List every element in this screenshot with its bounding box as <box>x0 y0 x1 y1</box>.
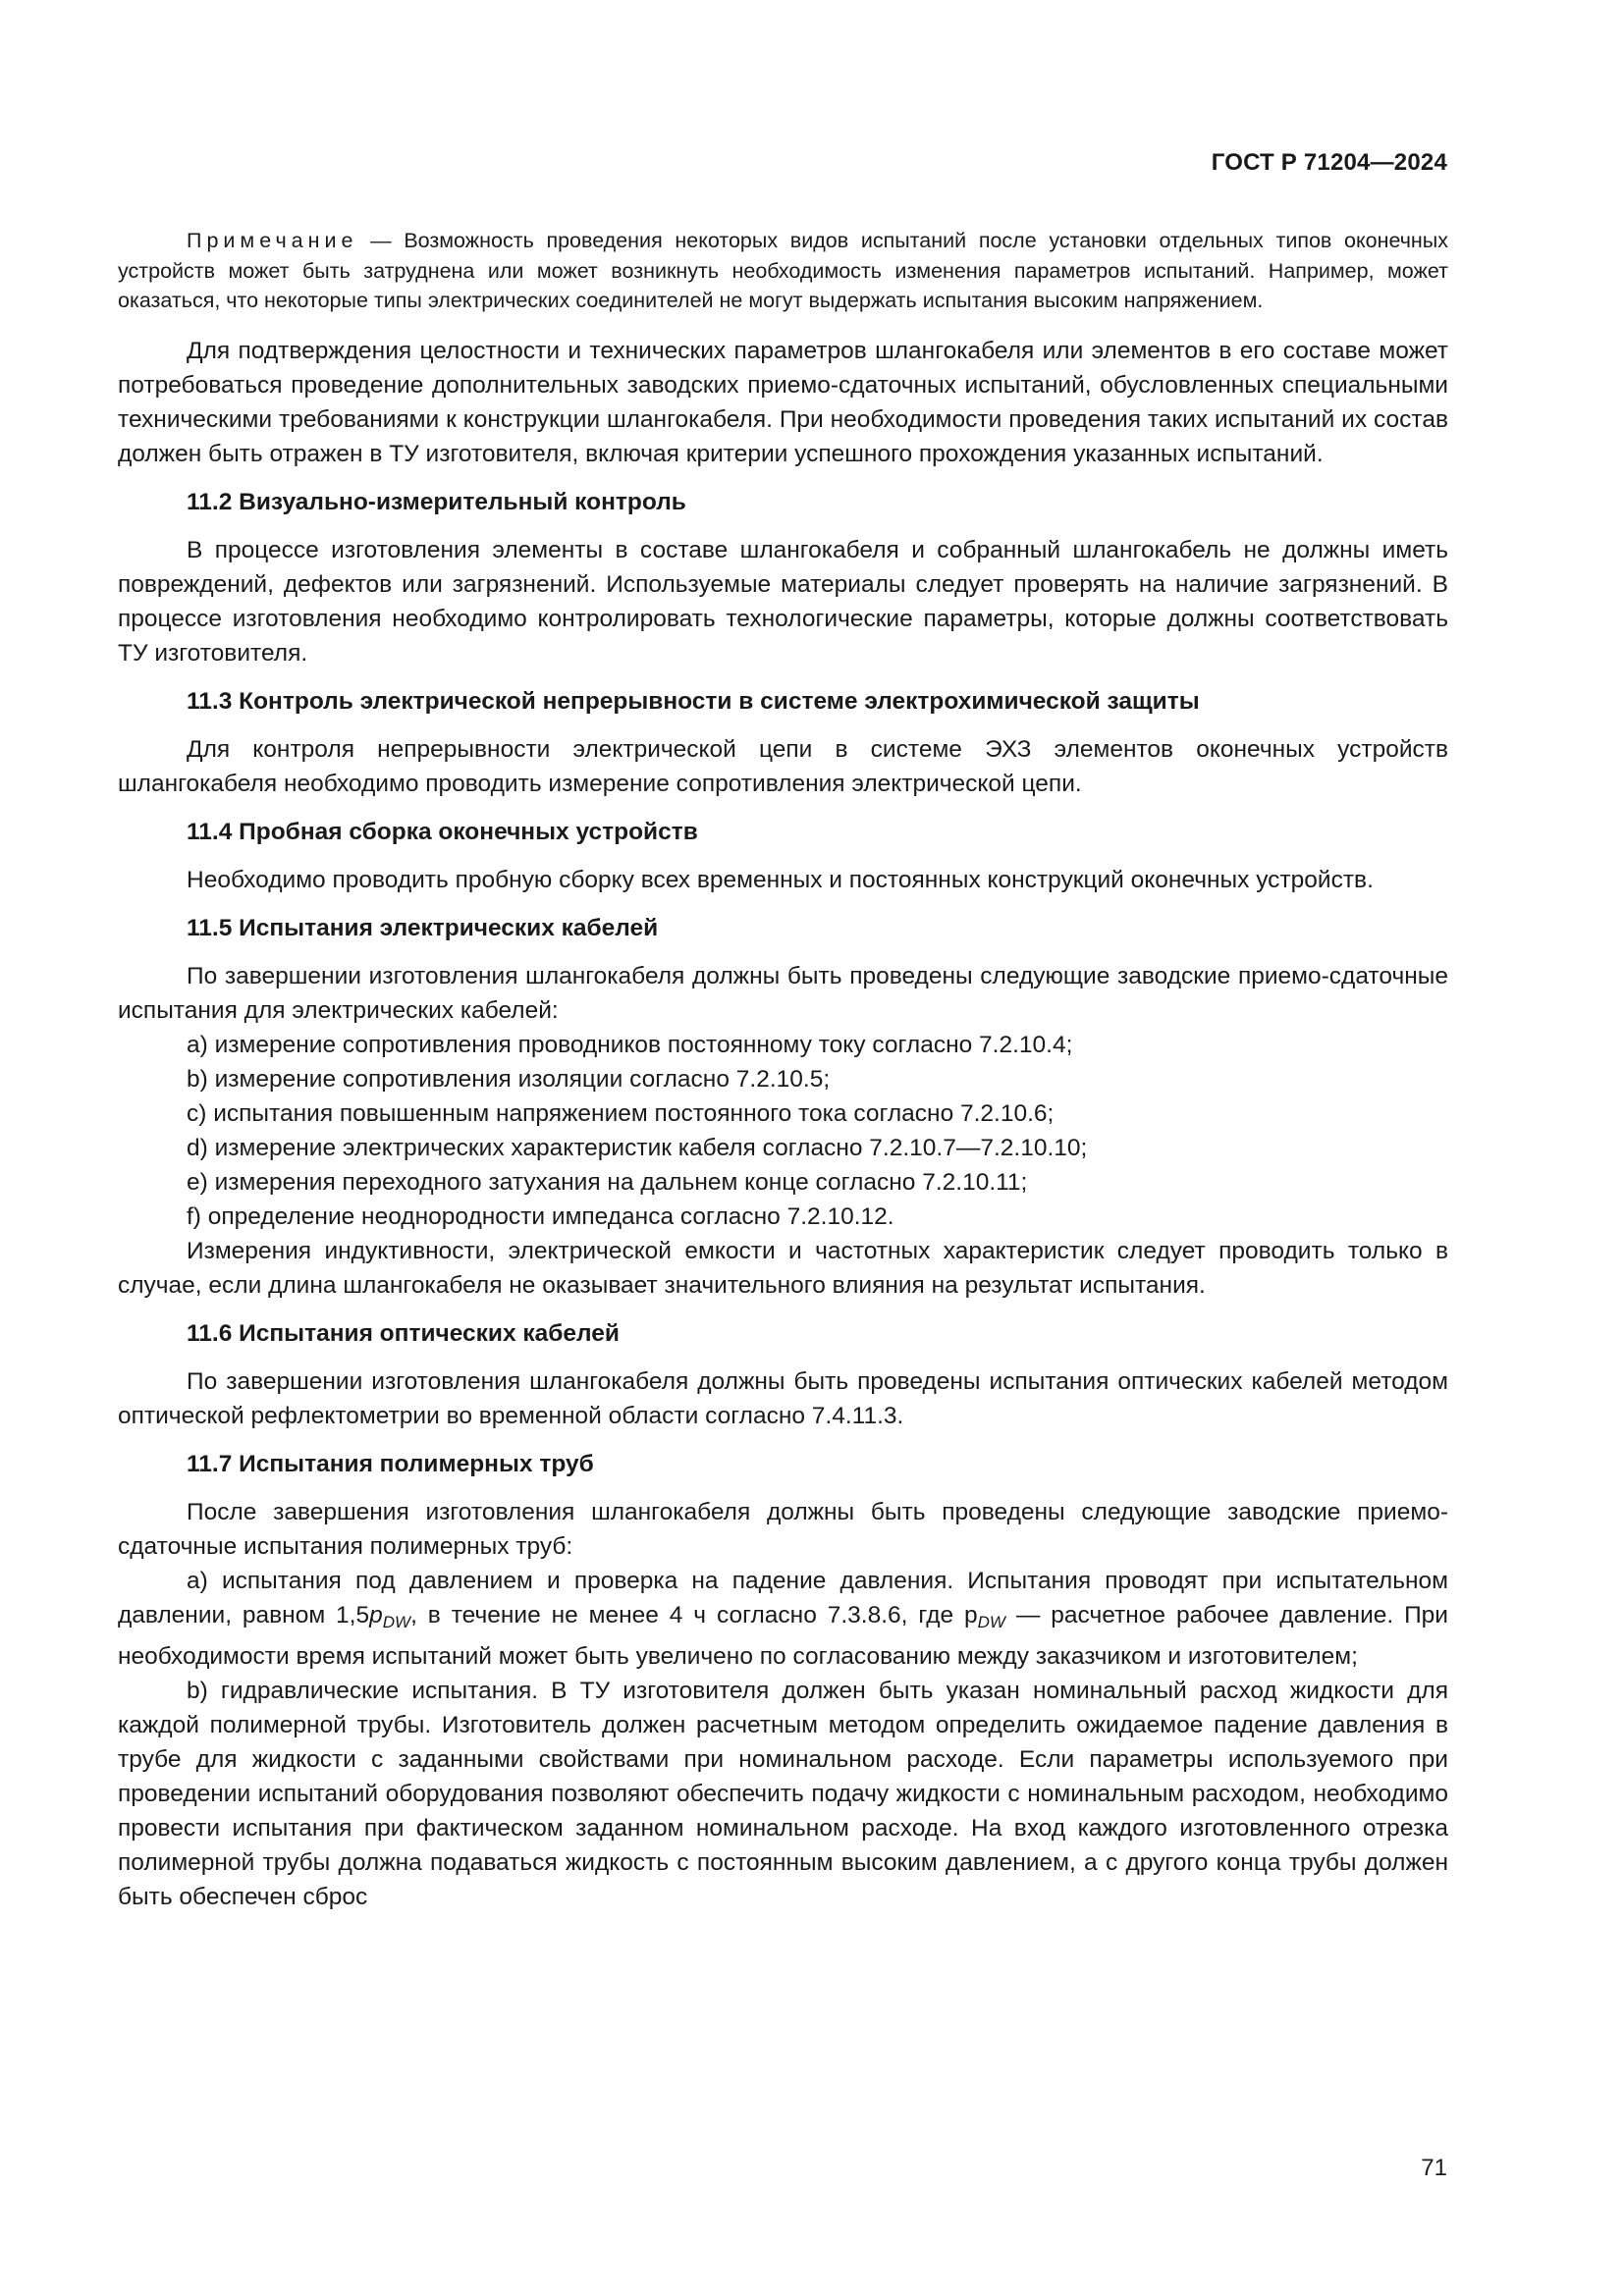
standard-code-header: ГОСТ Р 71204—2024 <box>1211 149 1447 176</box>
pressure-subscript: DW <box>977 1612 1005 1631</box>
pressure-subscript: DW <box>382 1612 411 1631</box>
electrical-tests-list <box>118 1028 1448 1234</box>
section-heading-11-2: 11.2 Визуально-измерительный контроль <box>187 488 686 515</box>
section-text-11-7: После завершения изготовления шлангокабеля должны быть проведены следующие заводские приемо-сдаточные испытания полимерных труб: <box>118 1498 1448 1560</box>
list-item: c) испытания повышенным напряжением постоянного тока согласно 7.2.10.6; <box>187 1099 1055 1127</box>
pressure-test-text-2: , в течение не менее 4 ч согласно 7.3.8.6, где p <box>410 1601 978 1629</box>
section-heading-11-7: 11.7 Испытания полимерных труб <box>187 1450 594 1477</box>
list-item: f) определение неоднородности импеданса согласно 7.2.10.12. <box>187 1202 894 1230</box>
hydraulic-test-item: b) гидравлические испытания. В ТУ изготовителя должен быть указан номинальный расход жидкости для каждой полимерной трубы. Изготовитель должен расчетным методом определить ожидаемое падение давления в трубе для жидкости с заданными свойствами при номинальном расходе. Если параметры используемого при проведении испытаний оборудования позволяют обеспечить подачу жидкости с номинальным расходом, необходимо провести испытания при фактическом заданном номинальном расходе. На вход каждого изготовленного отрезка полимерной трубы должна подаваться жидкость с постоянным высоким давлением, а с другого конца трубы должен быть обеспечен сброс <box>118 1677 1448 1910</box>
note-text: Возможность проведения некоторых видов испытаний после установки отдельных типов оконечных устройств может быть затруднена или может возникнуть необходимость изменения параметров испытаний. Например, может оказаться, что некоторые типы электрических соединителей не могут выдержать испытания высоким напряжением. <box>118 229 1448 312</box>
section-text-11-6: По завершении изготовления шлангокабеля должны быть проведены испытания оптических кабелей методом оптической рефлектометрии во временной области согласно 7.4.11.3. <box>118 1367 1448 1429</box>
pressure-test-text-1: a) испытания под давлением и проверка на падение давления. Испытания проводят при испытательном давлении, равном 1,5 <box>118 1567 1448 1629</box>
list-item: e) измерения переходного затухания на дальнем конце согласно 7.2.10.11; <box>187 1168 1028 1196</box>
section-text-11-5: По завершении изготовления шлангокабеля должны быть проведены следующие заводские приемо-сдаточные испытания для электрических кабелей: <box>118 962 1448 1024</box>
pressure-test-item <box>118 1564 1448 1674</box>
list-item: b) измерение сопротивления изоляции согласно 7.2.10.5; <box>187 1065 831 1093</box>
list-item: a) измерение сопротивления проводников постоянному току согласно 7.2.10.4; <box>187 1031 1073 1058</box>
page-number: 71 <box>1421 2155 1447 2181</box>
pressure-test-text-3: — расчетное рабочее давление. При необходимости время испытаний может быть увеличено по согласованию между заказчиком и изготовителем; <box>118 1601 1448 1670</box>
note-label: Примечание <box>187 229 358 252</box>
pressure-symbol: p <box>369 1601 383 1629</box>
intro-paragraph: Для подтверждения целостности и технических параметров шлангокабеля или элементов в его составе может потребоваться проведение дополнительных заводских приемо-сдаточных испытаний, обусловленных специальными техническими требованиями к конструкции шлангокабеля. При необходимости проведения таких испытаний их состав должен быть отражен в ТУ изготовителя, включая критерии успешного прохождения указанных испытаний. <box>118 337 1448 467</box>
section-heading-11-3: 11.3 Контроль электрической непрерывности в системе электрохимической защиты <box>187 687 1200 715</box>
section-text-11-2: В процессе изготовления элементы в составе шлангокабеля и собранный шлангокабель не должны иметь повреждений, дефектов или загрязнений. Используемые материалы следует проверять на наличие загрязнений. В процессе изготовления необходимо контролировать технологические параметры, которые должны соответствовать ТУ изготовителя. <box>118 536 1448 667</box>
section-heading-11-4: 11.4 Пробная сборка оконечных устройств <box>187 818 698 845</box>
list-item: d) измерение электрических характеристик кабеля согласно 7.2.10.7—7.2.10.10; <box>187 1134 1088 1161</box>
section-text-11-4: Необходимо проводить пробную сборку всех временных и постоянных конструкций оконечных устройств. <box>187 866 1374 893</box>
section-heading-11-6: 11.6 Испытания оптических кабелей <box>187 1319 620 1347</box>
section-heading-11-5: 11.5 Испытания электрических кабелей <box>187 914 659 941</box>
note-dash: — <box>357 229 405 252</box>
note-paragraph <box>118 226 1448 316</box>
section-text-11-3: Для контроля непрерывности электрической цепи в системе ЭХЗ элементов оконечных устройств шлангокабеля необходимо проводить измерение сопротивления электрической цепи. <box>118 735 1448 797</box>
section-closing-11-5: Измерения индуктивности, электрической емкости и частотных характеристик следует проводить только в случае, если длина шлангокабеля не оказывает значительного влияния на результат испытания. <box>118 1237 1448 1299</box>
page-content <box>118 226 1448 1914</box>
